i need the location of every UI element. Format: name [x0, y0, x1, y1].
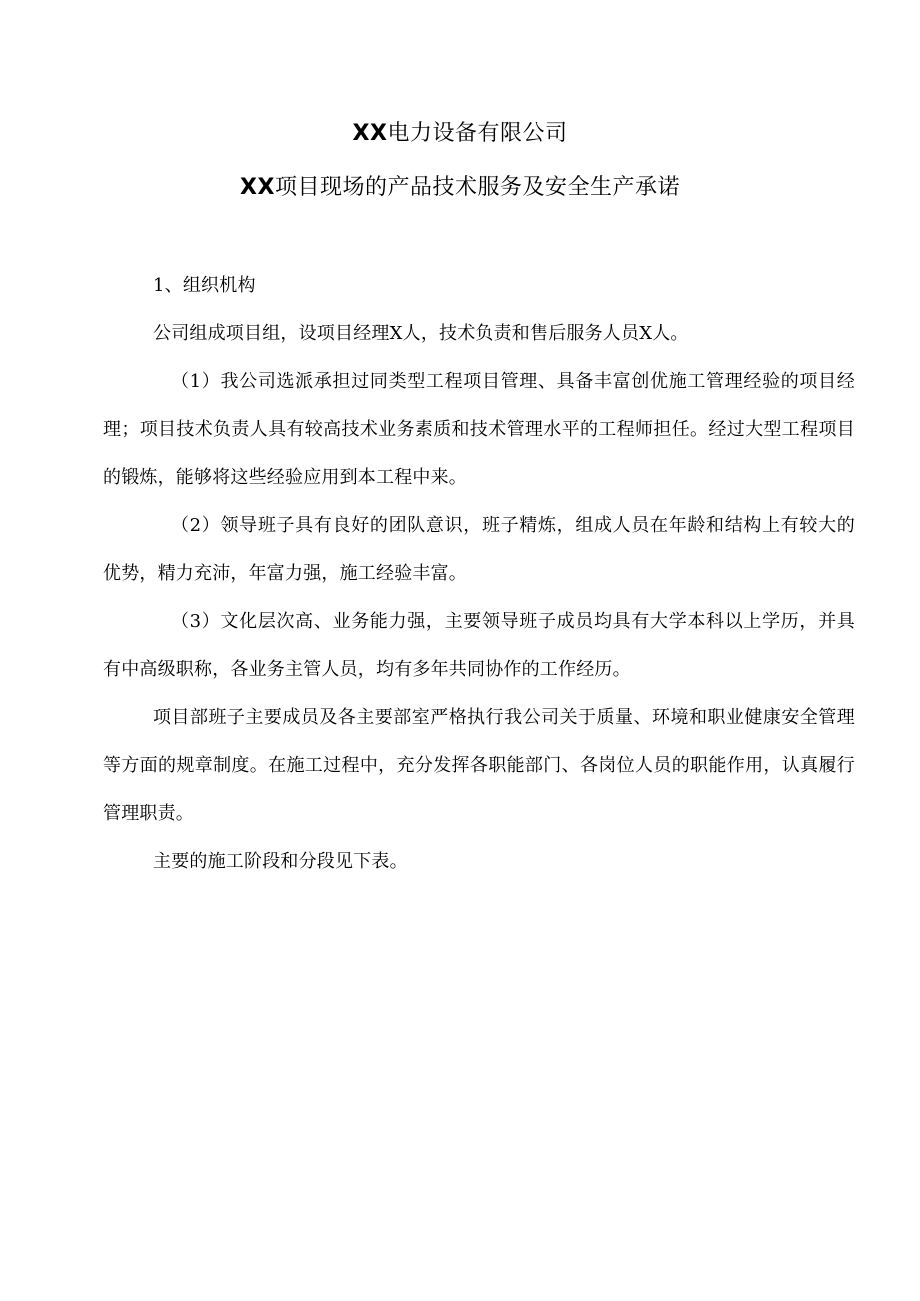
document-subtitle-text: 项目现场的产品技术服务及安全生产承诺: [274, 175, 680, 200]
company-title: [0, 118, 920, 150]
document-title-block: [0, 118, 920, 204]
paragraph-item-2: （2）领导班子具有良好的团队意识，班子精炼，组成人员在年龄和结构上有较大的优势，精力充沛，年富力强，施工经验丰富。: [103, 515, 855, 584]
document-subtitle: [0, 172, 920, 204]
document-subtitle-prefix: XX: [240, 175, 275, 200]
section-heading: 1、组织机构: [153, 275, 256, 296]
paragraph-team-composition: 公司组成项目组，设项目经理X人，技术负责和售后服务人员X人。: [153, 323, 689, 344]
company-title-text: 电力设备有限公司: [387, 121, 568, 146]
document-body: [103, 262, 855, 886]
paragraph-table-reference: 主要的施工阶段和分段见下表。: [153, 851, 408, 872]
paragraph-item-1: （1）我公司选派承担过同类型工程项目管理、具备丰富创优施工管理经验的项目经理；项目技术负责人具有较高技术业务素质和技术管理水平的工程师担任。经过大型工程项目的锻炼，能够将这些经验应用到本工程中来。: [103, 371, 855, 488]
company-title-prefix: XX: [352, 121, 388, 146]
paragraph-item-3: （3）文化层次高、业务能力强，主要领导班子成员均具有大学本科以上学历，并具有中高级职称，各业务主管人员，均有多年共同协作的工作经历。: [103, 611, 855, 680]
paragraph-management-rules: 项目部班子主要成员及各主要部室严格执行我公司关于质量、环境和职业健康安全管理等方面的规章制度。在施工过程中，充分发挥各职能部门、各岗位人员的职能作用，认真履行管理职责。: [103, 707, 855, 824]
